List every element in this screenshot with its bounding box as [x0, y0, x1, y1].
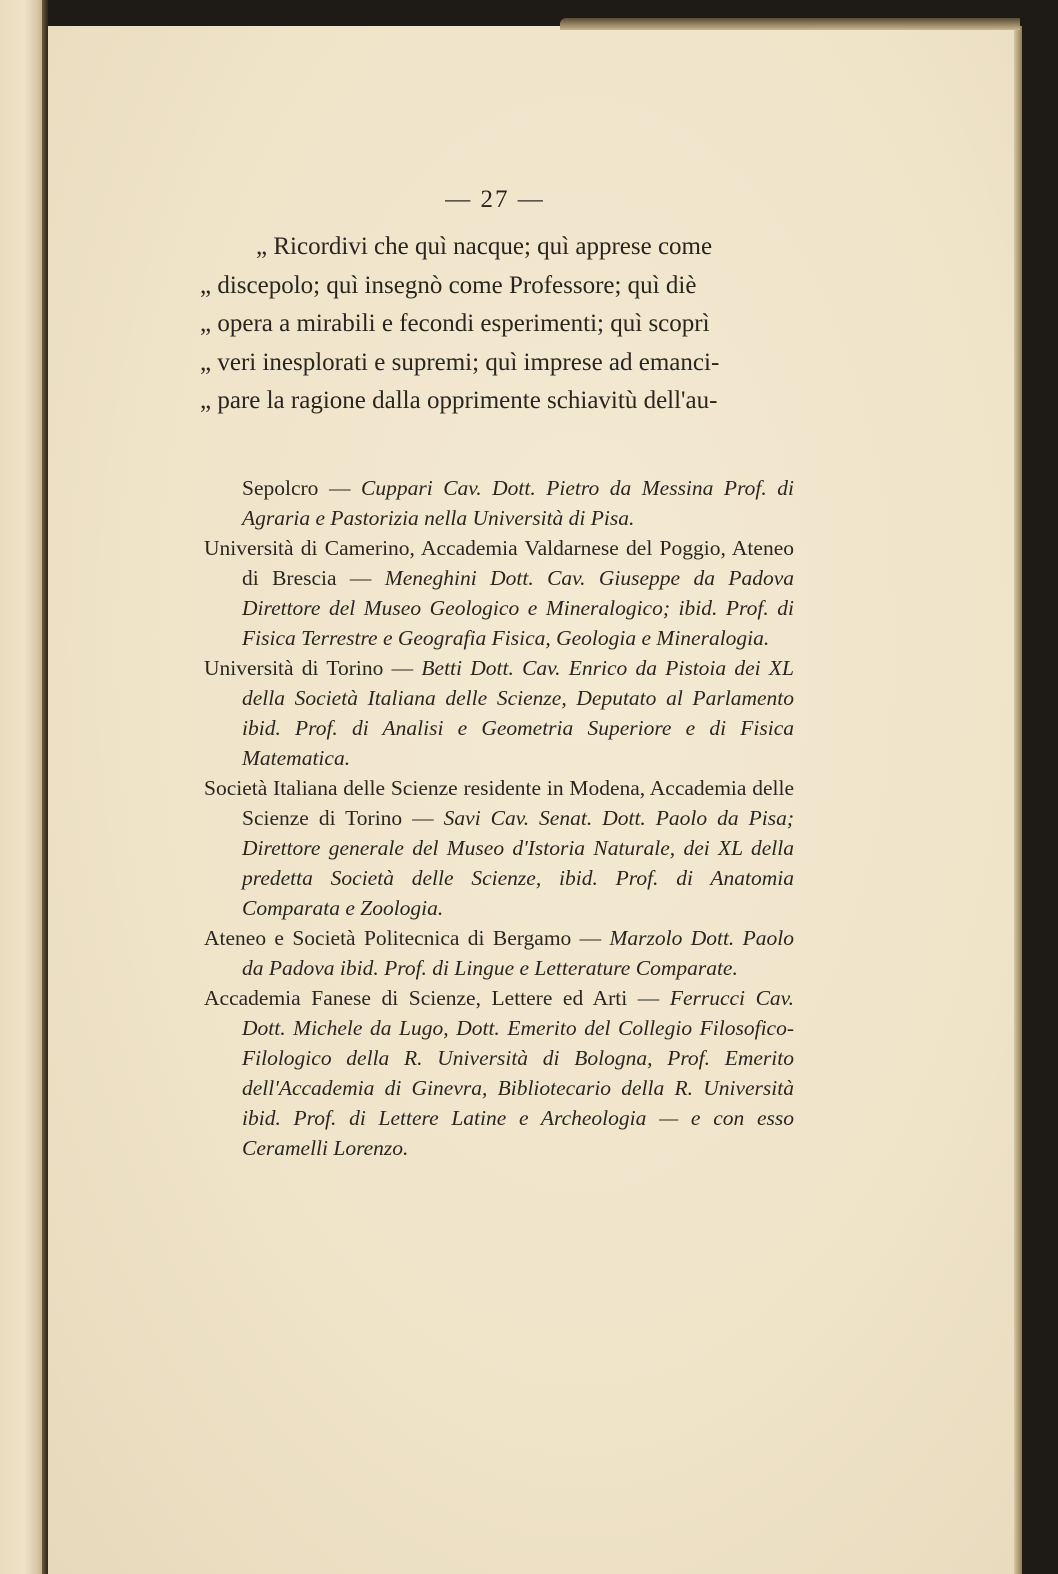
- quote-line: „ pare la ragione dalla opprimente schiavitù dell'au-: [200, 387, 718, 414]
- entry-person: Betti Dott. Cav. Enrico da Pistoia dei XL della Società Italiana delle Scienze, Deputato al Parlamento ibid. Prof. di Analisi e Geometria Superiore e di Fisica Matematica.: [242, 656, 794, 770]
- quote-line: „ opera a mirabili e fecondi esperimenti; quì scoprì: [200, 310, 710, 337]
- entry-institution: Università di Torino —: [204, 656, 422, 680]
- entry-person: Savi Cav. Senat. Dott. Paolo da Pisa; Direttore generale del Museo d'Istoria Naturale, dei XL della predetta Società delle Scienze, ibid. Prof. di Anatomia Comparata e Zoologia.: [242, 806, 794, 920]
- page-edge-right: [1014, 26, 1022, 1574]
- page-top-fold: [560, 18, 1020, 30]
- list-item: [204, 983, 794, 1163]
- quote-block: [200, 228, 790, 421]
- entry-person: Ferrucci Cav. Dott. Michele da Lugo, Dott. Emerito del Collegio Filosofico-Filologico della R. Università di Bologna, Prof. Emerito dell'Accademia di Ginevra, Bibliotecario della R. Università ibid. Prof. di Lettere Latine e Archeologia — e con esso Ceramelli Lorenzo.: [242, 986, 794, 1160]
- entry-person: Marzolo Dott. Paolo da Padova ibid. Prof. di Lingue e Letterature Comparate.: [242, 926, 794, 980]
- list-item: [204, 923, 794, 983]
- entry-institution: Accademia Fanese di Scienze, Lettere ed Arti —: [204, 986, 670, 1010]
- list-item: [204, 533, 794, 653]
- entry-person: Meneghini Dott. Cav. Giuseppe da Padova Direttore del Museo Geologico e Mineralogico; ibid. Prof. di Fisica Terrestre e Geografia Fisica, Geologia e Mineralogia.: [242, 566, 794, 650]
- entry-institution: Ateneo e Società Politecnica di Bergamo —: [204, 926, 610, 950]
- quote-line: „ veri inesplorati e supremi; quì imprese ad emanci-: [200, 348, 720, 376]
- list-item: [204, 653, 794, 773]
- entry-institution: Società Italiana delle Scienze residente in Modena, Accademia delle Scienze di Torino —: [204, 776, 794, 830]
- entry-person: Cuppari Cav. Dott. Pietro da Messina Prof. di Agraria e Pastorizia nella Università di Pisa.: [242, 476, 794, 530]
- quote-line: „ discepolo; quì insegnò come Professore; quì diè: [200, 271, 697, 299]
- list-item: [204, 773, 794, 923]
- entry-institution: Sepolcro —: [242, 476, 361, 500]
- quote-line: „ Ricordivi che quì nacque; quì apprese come: [256, 233, 713, 260]
- page-number: — 27 —: [445, 186, 545, 213]
- entry-institution: Università di Camerino, Accademia Valdarnese del Poggio, Ateneo di Brescia —: [204, 536, 794, 590]
- academic-entries-list: [204, 473, 794, 1163]
- adjacent-page-edge: [0, 0, 44, 1574]
- list-item: [204, 473, 794, 533]
